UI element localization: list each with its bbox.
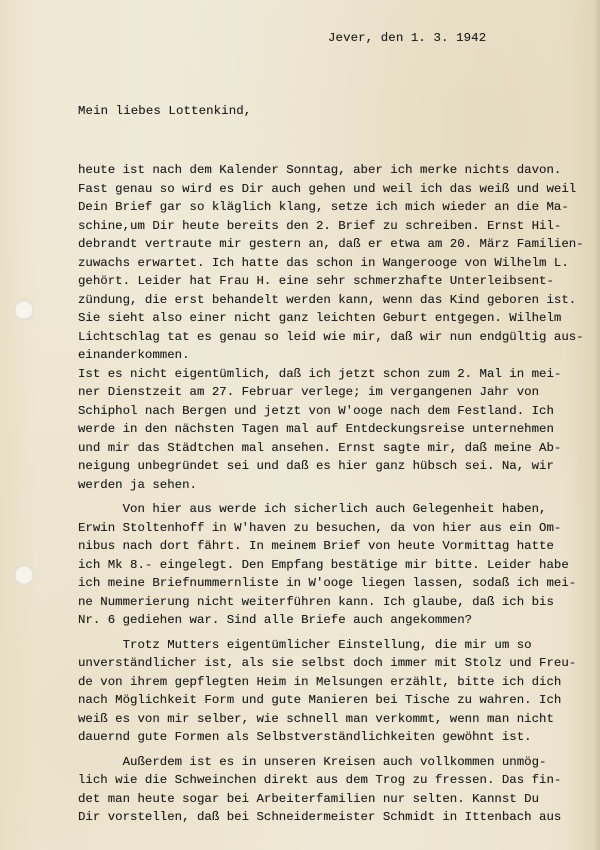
letter-salutation: Mein liebes Lottenkind, [78,104,252,118]
body-line: de von ihrem gepflegten Heim in Melsungen erzählt, bitte ich dich [78,674,562,689]
body-line: nibus nach dort fährt. In meinem Brief von heute Vormittag hatte [78,539,554,553]
body-line: debrandt vertraute mir gestern an, daß er etwa am 20. März Familien- [78,237,584,251]
punch-hole-top [14,300,34,320]
body-line: werde in den nächsten Tagen mal auf Entdeckungsreise unternehmen [78,422,554,436]
body-line: ich meine Briefnummernliste in W'ooge liegen lassen, sodaß ich mei- [78,576,577,590]
body-line: Dir vorstellen, daß bei Schneidermeister Schmidt in Ittenbach aus [78,810,562,824]
body-line: Trotz Mutters eigentümlicher Einstellung, die mir um so [78,637,532,652]
body-line: zündung, die erst behandelt werden kann, wenn das Kind geboren ist. [78,292,577,307]
body-line: Lichtschlag tat es genau so leid wie mir, daß wir nun endgültig aus- [78,329,584,344]
punch-hole-bottom [14,565,34,585]
body-line: Ist es nicht eigentümlich, daß ich jetzt schon zum 2. Mal in mei- [78,366,562,381]
body-line: gehört. Leider hat Frau H. eine sehr schmerzhafte Unterleibsent- [78,274,554,288]
body-line: lich wie die Schweinchen direkt aus dem Trog zu fressen. Das fin- [78,773,562,787]
body-line: Außerdem ist es in unseren Kreisen auch vollkommen unmög- [78,754,547,769]
letter-body [78,161,584,827]
body-line: dauernd gute Formen als Selbstverständlichkeiten gewöhnt ist. [78,730,532,744]
body-line: Von hier aus werde ich sicherlich auch Gelegenheit haben, [78,502,547,516]
body-line: det man heute sogar bei Arbeiterfamilien nur selten. Kannst Du [78,791,540,806]
body-line: ner Dienstzeit am 27. Februar verlege; im vergangenen Jahr von [78,385,540,399]
letter-date: Jever, den 1. 3. 1942 [328,31,487,45]
body-line: ich Mk 8.- eingelegt. Den Empfang bestätige mir bitte. Leider habe [78,557,569,572]
body-line: weiß es von mir selber, wie schnell man verkommt, wenn man nicht [78,711,554,726]
body-line: Nr. 6 gediehen war. Sind alle Briefe auch angekommen? [78,613,473,627]
body-line: und mir das Städtchen mal ansehen. Ernst sagte mir, daß meine Ab- [78,440,562,455]
body-line: werden ja sehen. [78,477,197,492]
body-line: Schiphol nach Bergen und jetzt von W'ooge nach dem Festland. Ich [78,403,554,418]
body-line: schine,um Dir heute bereits den 2. Brief zu schreiben. Ernst Hil- [78,218,562,233]
paper-edge-shadow [594,0,600,850]
body-line: Fast genau so wird es Dir auch gehen und weil ich das weiß und weil [78,181,577,196]
body-line: zuwachs erwartet. Ich hatte das schon in Wangerooge von Wilhelm L. [78,255,569,270]
body-line: Sie sieht also einer nicht ganz leichten Geburt entgegen. Wilhelm [78,311,562,325]
body-line: heute ist nach dem Kalender Sonntag, aber ich merke nichts davon. [78,163,562,177]
body-line: neigung unbegründet sei und daß es hier ganz hübsch sei. Na, wir [78,459,554,473]
body-line: Erwin Stoltenhoff in W'haven zu besuchen, da von hier aus ein Om- [78,520,562,535]
body-line: ne Nummerierung nicht weiterführen kann. Ich glaube, daß ich bis [78,594,554,609]
body-line: unverständlicher ist, als sie selbst doch immer mit Stolz und Freu- [78,656,577,670]
body-line: einanderkommen. [78,348,190,362]
body-line: Dein Brief gar so kläglich klang, setze ich mich wieder an die Ma- [78,200,569,214]
body-line: nach Möglichkeit Form und gute Manieren bei Tische zu wahren. Ich [78,693,562,707]
